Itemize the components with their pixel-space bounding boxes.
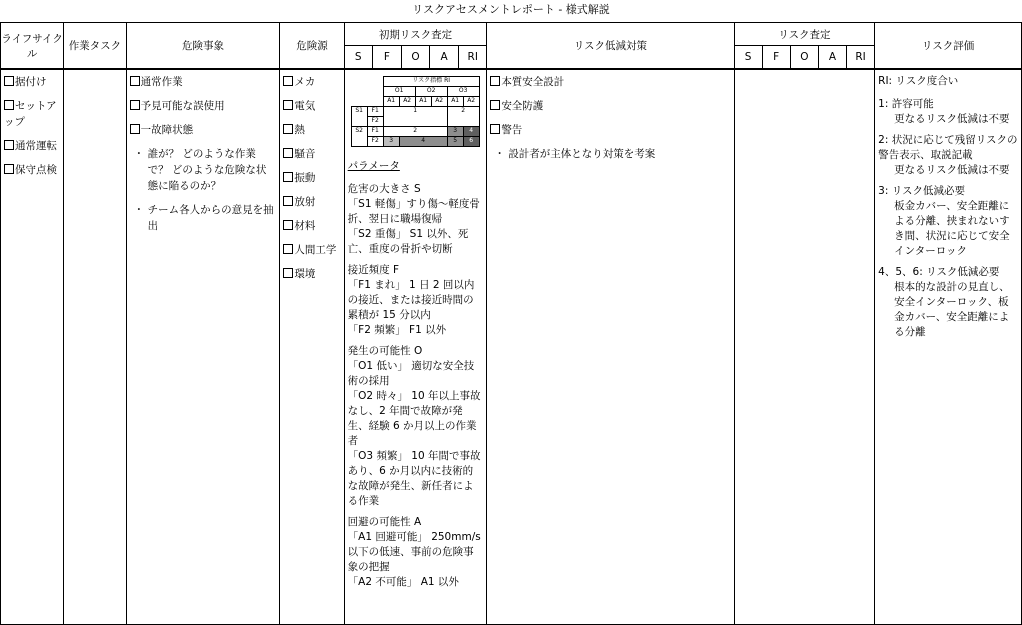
header-hazard-event: 危険事象 [126, 23, 280, 70]
evaluation-cell [875, 69, 1022, 624]
checkbox-install[interactable]: 据付け [4, 74, 60, 90]
param-line: 「S1 軽傷」すり傷～軽度骨折、翌日に職場復帰 [347, 198, 480, 225]
checkbox-mechanical[interactable]: メカ [283, 74, 340, 90]
checkbox-safeguarding[interactable]: 安全防護 [490, 98, 730, 114]
mini-value-3: 3 [447, 127, 463, 137]
evaluation-head: RI: リスク度合い [878, 75, 959, 87]
mini-f1: F1 [367, 127, 383, 137]
mini-value-2: 2 [447, 107, 479, 127]
evaluation-text: 更なるリスク低減は不要 [894, 164, 1010, 176]
param-group-occurrence [348, 344, 484, 509]
param-title: 回避の可能性 A [347, 516, 422, 528]
checkbox-noise[interactable]: 騒音 [283, 146, 340, 162]
mini-f2: F2 [367, 117, 383, 127]
risk-index-mini-table [351, 76, 480, 147]
checkbox-maintenance[interactable]: 保守点検 [4, 162, 60, 178]
param-line: 「O3 頻繁」 10 年間で事故あり、6 か月以内に技術的な故障が発生、新任者による作業 [347, 450, 481, 507]
param-group-avoidance [348, 515, 484, 590]
param-title: 接近頻度 F [347, 264, 400, 276]
header-initial-o: O [401, 46, 429, 70]
reduction-bullet: ・ 設計者が主体となり対策を考案 [494, 148, 656, 160]
param-line: 「A2 不可能」 A1 以外 [347, 576, 459, 588]
checkbox-electrical[interactable]: 電気 [283, 98, 340, 114]
page-title: リスクアセスメントレポート - 様式解説 [412, 3, 610, 16]
param-line: 「F1 まれ」 1 日 2 回以内の接近、または接近時間の累積が 15 分以内 [347, 279, 475, 321]
header-initial-f: F [372, 46, 401, 70]
checkbox-normal-work[interactable]: 通常作業 [130, 74, 277, 90]
mini-value-2b: 2 [383, 127, 447, 137]
checkbox-environment[interactable]: 環境 [283, 266, 340, 282]
header-reduction: リスク低減対策 [487, 23, 734, 70]
reduction-cell [487, 69, 734, 624]
checkbox-ergonomics[interactable]: 人間工学 [283, 242, 340, 258]
checkbox-normal-operation[interactable]: 通常運転 [4, 138, 60, 154]
evaluation-text: 更なるリスク低減は不要 [894, 113, 1010, 125]
mini-a1: A1 [415, 97, 431, 107]
header-initial-a: A [430, 46, 459, 70]
hazard-source-cell [280, 69, 344, 624]
mini-value-5: 5 [447, 137, 463, 147]
checkbox-radiation[interactable]: 放射 [283, 194, 340, 210]
header-review-s: S [734, 46, 762, 70]
mini-value-4: 4 [463, 127, 479, 137]
evaluation-item-4 [878, 265, 1018, 340]
checkbox-thermal[interactable]: 熱 [283, 122, 340, 138]
mini-s2: S2 [351, 127, 367, 147]
checkbox-material[interactable]: 材料 [283, 218, 340, 234]
mini-a1: A1 [447, 97, 463, 107]
risk-assessment-table [0, 22, 1022, 625]
param-group-frequency [348, 263, 484, 338]
param-group-severity [348, 182, 484, 257]
mini-a2: A2 [431, 97, 447, 107]
checkbox-single-fault[interactable]: 一故障状態 [130, 122, 277, 138]
mini-o2: O2 [415, 87, 447, 97]
param-title: 危害の大きさ S [347, 183, 421, 195]
mini-f1: F1 [367, 107, 383, 117]
hazard-bullet-who: ・ 誰が？ どのような作業で？ どのような危険な状態に陥るのか？ [133, 148, 267, 192]
mini-o1: O1 [383, 87, 415, 97]
task-cell[interactable] [64, 69, 126, 624]
evaluation-label: 1: 許容可能 [878, 98, 934, 110]
evaluation-label: 4、5、6: リスク低減必要 [878, 266, 1000, 278]
mini-value-4b: 4 [399, 137, 447, 147]
mini-a1: A1 [383, 97, 399, 107]
mini-a2: A2 [463, 97, 479, 107]
checkbox-inherent-safety[interactable]: 本質安全設計 [490, 74, 730, 90]
evaluation-item-1 [878, 97, 1018, 127]
checkbox-warning[interactable]: 警告 [490, 122, 730, 138]
initial-risk-cell [344, 69, 487, 624]
header-risk-review: リスク査定 [734, 23, 875, 46]
header-initial-ri: RI [459, 46, 487, 70]
evaluation-item-3 [878, 184, 1018, 259]
evaluation-text: 板金カバー、安全距離による分離、挟まれないすき間、状況に応じて安全インターロック [894, 200, 1010, 257]
checkbox-vibration[interactable]: 振動 [283, 170, 340, 186]
mini-value-6: 6 [463, 137, 479, 147]
header-review-o: O [790, 46, 818, 70]
header-initial-risk: 初期リスク査定 [344, 23, 487, 46]
evaluation-item-2 [878, 133, 1018, 178]
param-line: 「S2 重傷」 S1 以外、死亡、重度の骨折や切断 [347, 228, 469, 255]
hazard-bullet-team: ・ チーム各人からの意見を抽出 [133, 204, 274, 232]
param-line: 「O2 時々」 10 年以上事故なし、2 年間で故障が発生、経験 6 か月以上の作業者 [347, 390, 481, 447]
mini-value-1: 1 [383, 107, 447, 127]
header-task: 作業タスク [64, 23, 126, 70]
header-review-ri: RI [847, 46, 875, 70]
mini-value-3b: 3 [383, 137, 399, 147]
parameters-heading: パラメータ [347, 160, 400, 172]
param-line: 「O1 低い」 適切な安全技術の採用 [347, 360, 475, 387]
mini-title: リスク指標 RI [383, 77, 479, 87]
checkbox-setup[interactable]: セットアップ [4, 98, 60, 130]
header-initial-s: S [344, 46, 372, 70]
evaluation-label: 3: リスク低減必要 [878, 185, 966, 197]
header-review-f: F [762, 46, 790, 70]
header-hazard-source: 危険源 [280, 23, 344, 70]
checkbox-foreseeable-misuse[interactable]: 予見可能な誤使用 [130, 98, 277, 114]
header-evaluation: リスク評価 [875, 23, 1022, 70]
mini-o3: O3 [447, 87, 479, 97]
evaluation-text: 根本的な設計の見直し、安全インターロック、板金カバー、安全距離による分離 [894, 281, 1010, 338]
param-line: 「A1 回避可能」 250mm/s 以下の低速、事前の危険事象の把握 [347, 531, 481, 573]
evaluation-label: 2: 状況に応じて残留リスクの警告表示、取説記載 [878, 134, 1018, 161]
param-title: 発生の可能性 O [347, 345, 423, 357]
lifecycle-cell [1, 69, 64, 624]
header-lifecycle: ライフサイクル [1, 23, 64, 70]
header-review-a: A [818, 46, 846, 70]
mini-s1: S1 [351, 107, 367, 127]
risk-review-cell[interactable] [734, 69, 875, 624]
mini-f2: F2 [367, 137, 383, 147]
param-line: 「F2 頻繁」 F1 以外 [347, 324, 447, 336]
hazard-event-cell [126, 69, 280, 624]
mini-a2: A2 [399, 97, 415, 107]
